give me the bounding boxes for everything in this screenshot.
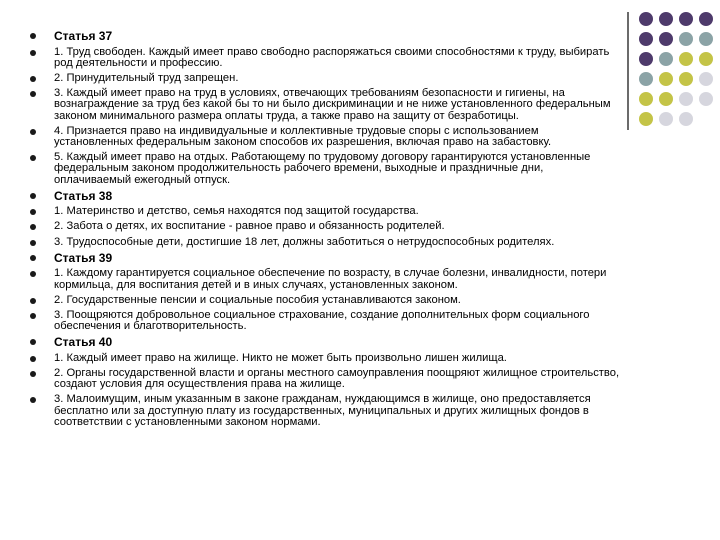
decor-dot [659,72,673,86]
item-text: Статья 37 [54,29,113,43]
item-text: 3. Малоимущим, иным указанным в законе гражданам, нуждающимся в жилище, оно предоставляется бесплатно или за доступную плату из государственных, муниципальных и других жилищных фондов в соответствии с установленными законом нормами. [54,393,591,428]
bullet-icon [30,155,36,161]
bullet-icon [30,76,36,82]
decor-dot [699,12,713,26]
bullet-icon [30,240,36,246]
list-item [30,310,620,332]
decor-dot [639,112,653,126]
bullet-icon [30,193,36,199]
item-text: 3. Каждый имеет право на труд в условиях, отвечающих требованиям безопасности и гигиены, на вознаграждение за труд без какой бы то ни было дискриминации и не ниже установленного федеральным законом минимального размера оплаты труда, а также право на защиту от безработицы. [54,87,611,122]
item-text: 3. Трудоспособные дети, достигшие 18 лет, должны заботиться о нетрудоспособных родителях. [54,235,555,248]
divider-line [627,12,629,130]
item-text: 4. Признается право на индивидуальные и коллективные трудовые споры с использованием установленных федеральным законом способов их разрешения, включая право на забастовку. [54,124,552,148]
decor-dot [699,52,713,66]
bullet-icon [30,371,36,377]
decor-dot [639,12,653,26]
article-heading [30,252,620,265]
bullet-icon [30,209,36,215]
list-item [30,368,620,390]
decor-dot [679,112,693,126]
bullet-icon [30,271,36,277]
item-text: 3. Поощряются добровольное социальное страхование, создание дополнительных форм социального обеспечения и благотворительность. [54,308,590,333]
list-item [30,206,620,217]
decor-dot [639,92,653,106]
list-item [30,47,620,69]
item-text: 2. Государственные пенсии и социальные пособия устанавливаются законом. [54,293,461,306]
decor-dot [679,72,693,86]
list-item [30,126,620,148]
decor-dot [679,52,693,66]
list-item [30,295,620,306]
list-item [30,353,620,364]
item-text: 2. Принудительный труд запрещен. [54,71,239,84]
decor-dot [639,32,653,46]
bullet-icon [30,129,36,135]
decor-dot [679,92,693,106]
item-text: 5. Каждый имеет право на отдых. Работающему по трудовому договору гарантируются установленные федеральным законом продолжительность рабочего времени, выходные и праздничные дни, оплачиваемый ежегодный отпуск. [54,151,591,186]
bullet-icon [30,339,36,345]
decor-dot [679,12,693,26]
bullet-icon [30,224,36,230]
decor-dot [659,32,673,46]
bullet-icon [30,33,36,39]
bullet-icon [30,50,36,56]
bullet-icon [30,313,36,319]
article-heading [30,336,620,349]
decor-dot [659,92,673,106]
article-heading [30,190,620,203]
list-item [30,237,620,248]
list-item [30,268,620,290]
item-text: Статья 40 [54,335,113,350]
decor-dot [659,12,673,26]
item-text: 1. Труд свободен. Каждый имеет право свободно распоряжаться своими способностями к труду, выбирать род деятельности и профессию. [54,45,610,69]
decor-dot [679,32,693,46]
list-item [30,88,620,122]
bullet-icon [30,255,36,261]
bullet-icon [30,397,36,403]
decor-dot [699,32,713,46]
decor-dot [699,72,713,86]
bullet-icon [30,298,36,304]
decor-dot [639,52,653,66]
list-item [30,221,620,232]
list-item [30,394,620,428]
item-text: 2. Органы государственной власти и органы местного самоуправления поощряют жилищное строительство, создают условия для осуществления права на жилище. [54,367,620,391]
decor-dot [639,72,653,86]
list-item [30,73,620,84]
list-item [30,152,620,186]
decor-dot [699,92,713,106]
item-text: 2. Забота о детях, их воспитание - равное право и обязанность родителей. [54,220,445,233]
bullet-icon [30,356,36,362]
item-text: 1. Материнство и детство, семья находятся под защитой государства. [54,205,419,218]
decor-dot [659,112,673,126]
item-text: 1. Каждому гарантируется социальное обеспечение по возрасту, в случае болезни, инвалидности, потери кормильца, для воспитания детей и в иных случаях, установленных законом. [54,267,607,291]
article-heading [30,30,620,43]
item-text: 1. Каждый имеет право на жилище. Никто не может быть произвольно лишен жилища. [54,351,507,364]
decor-dot [659,52,673,66]
item-text: Статья 39 [54,250,113,265]
bullet-icon [30,91,36,97]
item-text: Статья 38 [54,188,113,203]
article-list [30,30,620,432]
